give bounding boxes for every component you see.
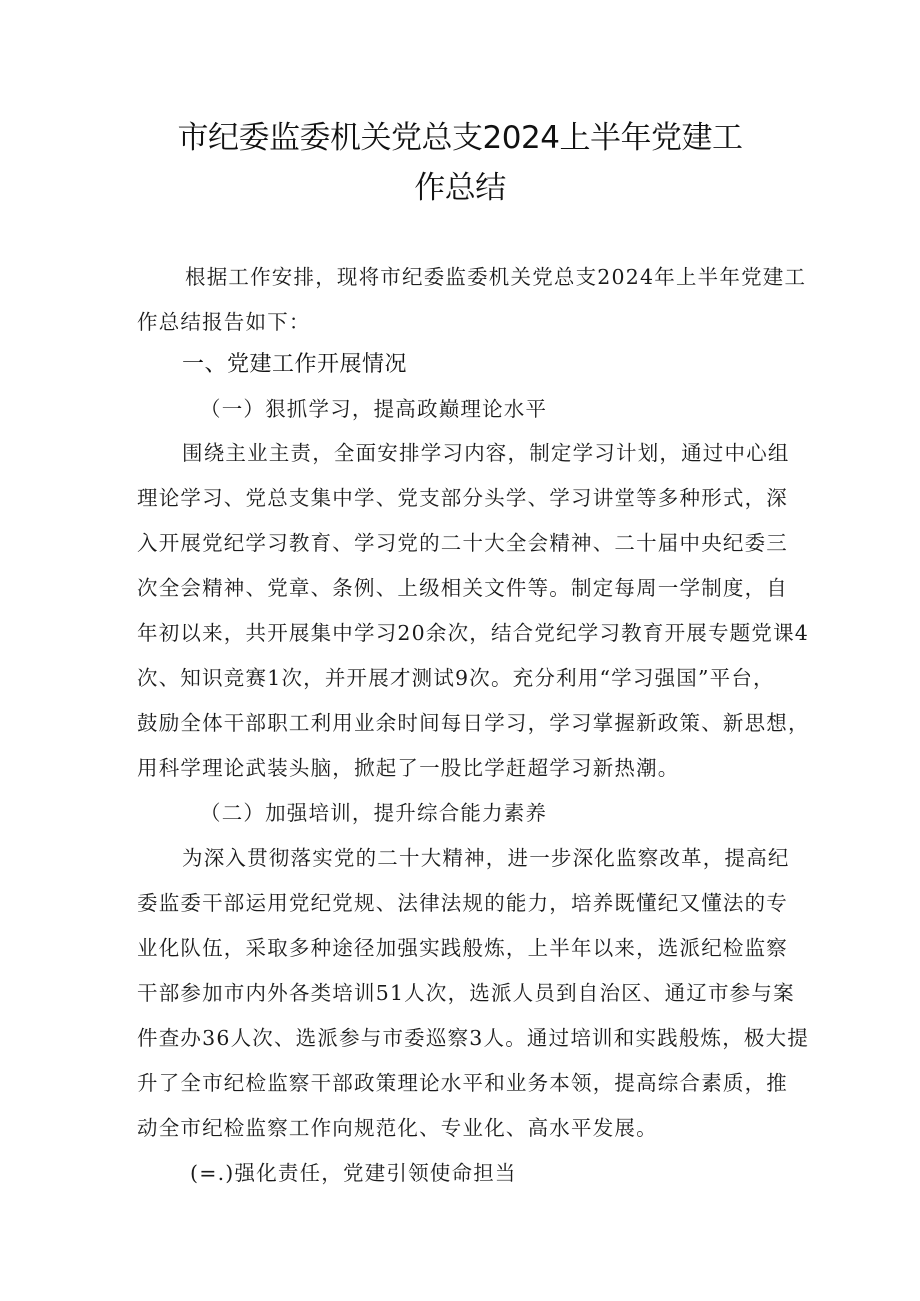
paragraph-line: 动全市纪检监察工作向规范化、专业化、高水平发展。 [137,1116,658,1140]
paragraph-line: 业化队伍，采取多种途径加强实践般炼，上半年以来，选派纪检监察 [137,936,788,960]
paragraph-line: 升了全市纪检监察干部政策理论水平和业务本领，提高综合素质，推 [137,1071,788,1095]
paragraph-line: 为深入贯彻落实党的二十大精神，进一步深化监察改革，提高纪 [182,846,790,870]
paragraph-line: 入开展党纪学习教育、学习党的二十大全会精神、二十届中央纪委三 [137,531,788,555]
paragraph-line: 鼓励全体干部职工利用业余时间每日学习，学习掌握新政策、新思想， [137,711,810,735]
subsection-heading: (=.)强化责任，党建引领使命担当 [190,1161,517,1185]
paragraph-line: 委监委干部运用党纪党规、法律法规的能力，培养既懂纪又懂法的专 [137,891,788,915]
section-heading: 一、党建工作开展情况 [182,352,408,377]
paragraph-line: 次、知识竞赛1次，并开展才测试9次。充分利用“学习强国”平台， [137,666,775,690]
paragraph-line: 用科学理论武装头脑，掀起了一股比学赶超学习新热潮。 [137,756,680,780]
paragraph-line: 件查办36人次、选派参与市委巡察3人。通过培训和实践般炼，极大提 [137,1026,810,1050]
paragraph-line: 围绕主业主责，全面安排学习内容，制定学习计划，通过中心组 [182,441,790,465]
paragraph-line: 年初以来，共开展集中学习20余次，结合党纪学习教育开展专题党课4 [137,621,810,645]
paragraph-line: 次全会精神、党章、条例、上级相关文件等。制定每周一学制度，自 [137,576,788,600]
document-title-line-2: 作总结 [414,170,506,206]
document-title-line-1: 市纪委监委机关党总支2024上半年党建工 [177,120,743,156]
intro-line: 作总结报告如下： [137,310,311,334]
subsection-heading: （一）狠抓学习，提高政巅理论水平 [200,397,548,421]
subsection-heading: （二）加强培训，提升综合能力素养 [200,801,548,825]
paragraph-line: 干部参加市内外各类培训51人次，选派人员到自治区、通辽市参与案 [137,981,795,1005]
paragraph-line: 理论学习、党总支集中学、党支部分头学、学习讲堂等多种形式，深 [137,486,788,510]
intro-line: 根据工作安排，现将市纪委监委机关党总支2024年上半年党建工 [185,265,807,289]
